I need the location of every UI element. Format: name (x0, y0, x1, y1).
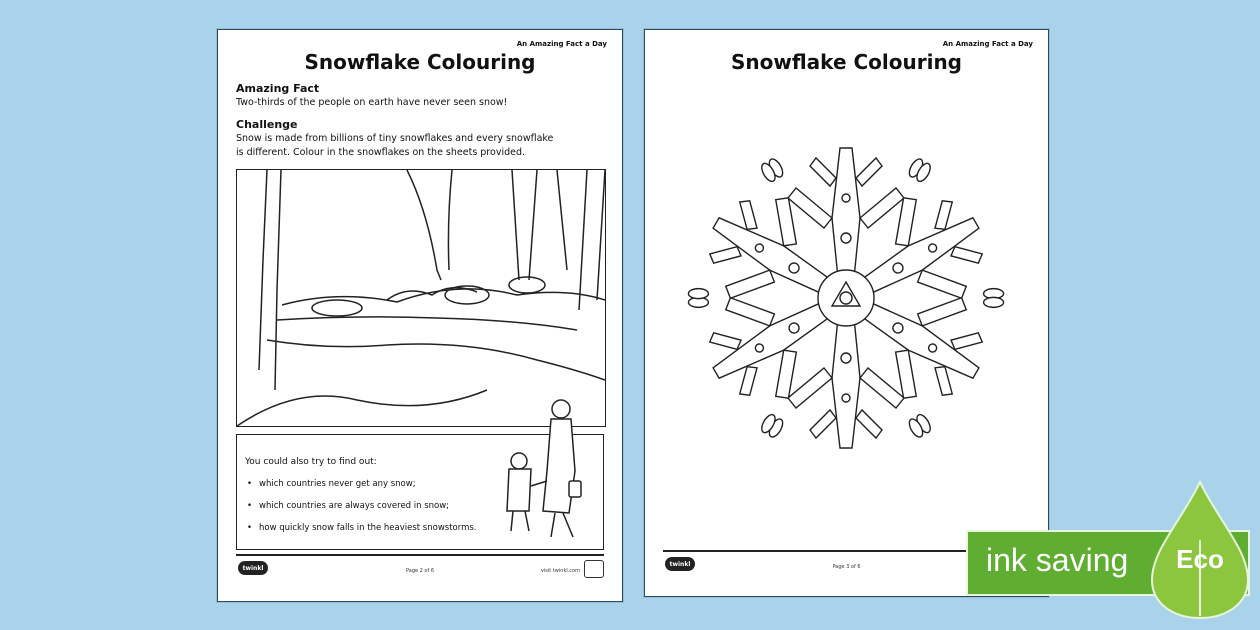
findout-item: • which countries never get any snow; (259, 479, 416, 489)
find-out-box (236, 434, 604, 550)
challenge-line-2: is different. Colour in the snowflakes on the sheets provided. (236, 147, 526, 158)
findout-heading: You could also try to find out: (245, 457, 377, 467)
worksheet-page-3 (644, 29, 1049, 597)
series-label: An Amazing Fact a Day (942, 40, 1033, 48)
page-number: Page 2 of 6 (405, 568, 435, 574)
fact-heading: Amazing Fact (236, 82, 320, 95)
worksheet-page-2 (217, 29, 623, 602)
challenge-line-1: Snow is made from billions of tiny snowflakes and every snowflake (236, 133, 554, 144)
visit-link[interactable]: visit twinkl.com (540, 568, 580, 574)
ink-saving-label: ink saving (986, 542, 1129, 578)
fact-text: Two-thirds of the people on earth have never seen snow! (236, 97, 508, 108)
challenge-heading: Challenge (236, 118, 298, 131)
series-label: An Amazing Fact a Day (516, 40, 607, 48)
twinkl-logo: twinkl (238, 561, 268, 575)
twinkl-logo: twinkl (665, 557, 695, 571)
footer-divider (236, 554, 604, 556)
quality-badge-icon (584, 560, 604, 578)
page-title: Snowflake Colouring (304, 50, 536, 74)
page-title: Snowflake Colouring (731, 50, 962, 74)
snowy-forest-illustration (236, 169, 606, 427)
mother-and-child-illustration (499, 391, 599, 545)
findout-item: • how quickly snow falls in the heaviest snowstorms. (259, 523, 477, 533)
snowflake-colouring-illustration (663, 130, 1029, 466)
eco-label: Eco (1176, 544, 1224, 574)
findout-item: • which countries are always covered in snow; (259, 501, 449, 511)
page-number: Page 3 of 6 (832, 564, 861, 570)
